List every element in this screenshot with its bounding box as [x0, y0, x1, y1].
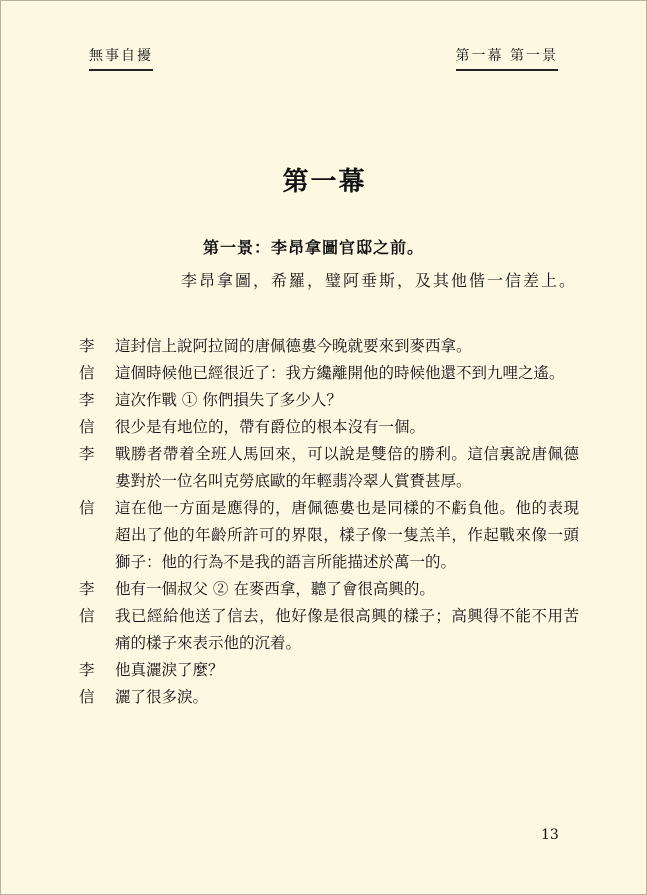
dialogue-line	[79, 414, 579, 441]
speaker: 李	[79, 580, 95, 598]
dialogue-line	[79, 387, 579, 414]
speaker: 李	[79, 661, 95, 679]
speaker: 信	[79, 607, 95, 625]
dialogue-line	[79, 603, 579, 657]
line-text: 灑了很多淚。	[115, 688, 209, 706]
dialogue-line	[79, 360, 579, 387]
line-text: 他有一個叔父 ② 在麥西拿，聽了會很高興的。	[115, 580, 435, 598]
dialogue-line	[79, 333, 579, 360]
speaker: 李	[79, 337, 95, 355]
speaker: 信	[79, 418, 95, 436]
speaker: 李	[79, 391, 95, 409]
speaker: 李	[79, 445, 95, 463]
line-text: 這次作戰 ① 你們損失了多少人？	[115, 391, 342, 409]
running-header-title: 無事自擾	[89, 45, 153, 71]
line-text: 我已經給他送了信去，他好像是很高興的樣子；高興得不能不用苦痛的樣子來表示他的沉着。	[115, 607, 579, 652]
speaker: 信	[79, 499, 95, 517]
running-header-section: 第一幕 第一景	[456, 45, 558, 71]
line-text: 他真灑淚了麼？	[115, 661, 224, 679]
act-title: 第一幕	[282, 167, 367, 197]
dialogue-line	[79, 441, 579, 495]
line-text: 這封信上說阿拉岡的唐佩德婁今晚就要來到麥西拿。	[115, 337, 472, 355]
line-text: 戰勝者帶着全班人馬回來，可以說是雙倍的勝利。這信裏說唐佩德婁對於一位名叫克勞底歐的年輕翡冷翠人賞賚甚厚。	[115, 445, 579, 490]
dialogue-line	[79, 657, 579, 684]
speaker: 信	[79, 364, 95, 382]
speaker: 信	[79, 688, 95, 706]
scene-title: 第一景：李昂拿圖官邸之前。	[203, 238, 425, 257]
dialogue-line	[79, 495, 579, 576]
line-text: 這在他一方面是應得的，唐佩德婁也是同樣的不虧負他。他的表現超出了他的年齡所許可的界限，樣子像一隻羔羊，作起戰來像一頭獅子：他的行為不是我的語言所能描述於萬一的。	[115, 499, 579, 571]
line-text: 很少是有地位的，帶有爵位的根本沒有一個。	[115, 418, 426, 436]
line-text: 這個時候他已經很近了：我方纔離開他的時候他還不到九哩之遙。	[115, 364, 565, 382]
dialogue-line	[79, 684, 579, 711]
page-number: 13	[541, 827, 559, 843]
dialogue-line	[79, 576, 579, 603]
dialogue	[79, 333, 579, 711]
cast-direction: 李昂拿圖，希羅，璧阿垂斯，及其他偕一信差上。	[181, 271, 578, 290]
